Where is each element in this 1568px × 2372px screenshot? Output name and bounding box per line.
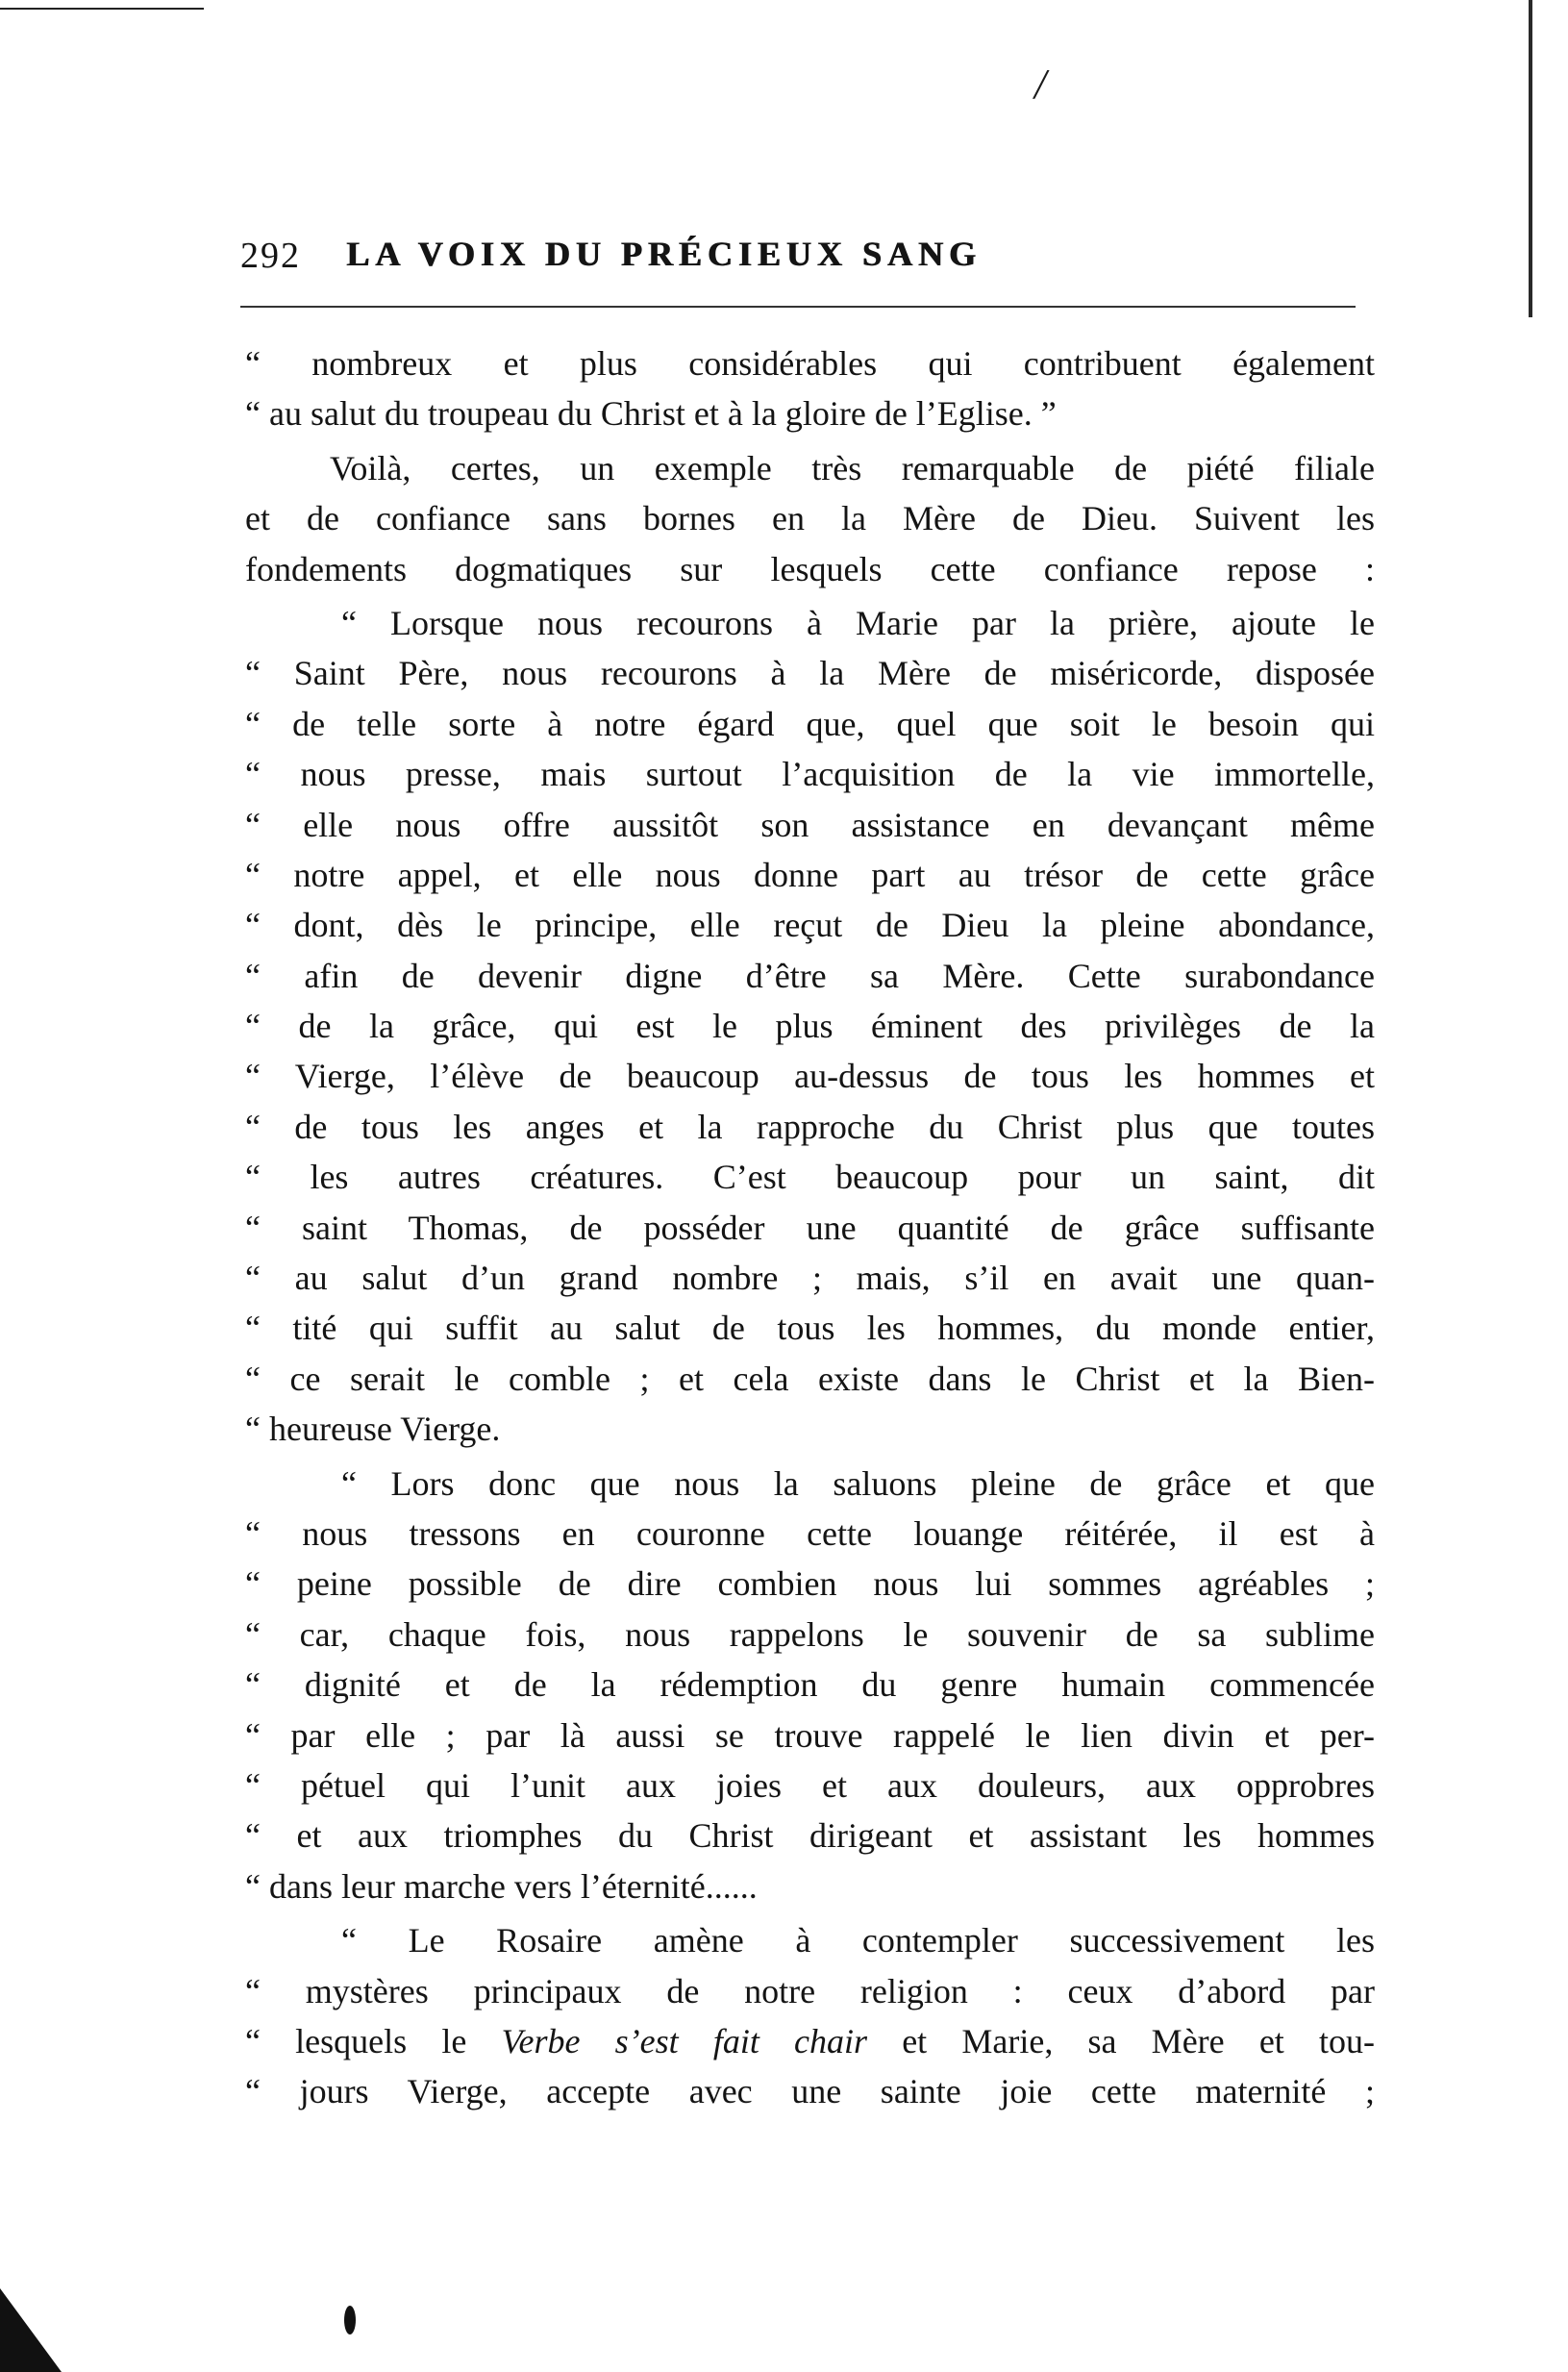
text-line: “ nous presse, mais surtout l’acquisition de la vie immortelle, — [245, 755, 1375, 794]
text-line: “ elle nous offre aussitôt son assistance en devançant même — [245, 805, 1375, 844]
text-line: “ Saint Père, nous recourons à la Mère de miséricorde, disposée — [245, 654, 1375, 693]
text-line: “ et aux triomphes du Christ dirigeant et assistant les hommes — [245, 1816, 1375, 1856]
text-line: “ tité qui suffit au salut de tous les hommes, du monde entier, — [245, 1309, 1375, 1348]
text-line: “ de tous les anges et la rapproche du Christ plus que toutes — [245, 1107, 1375, 1146]
text-line: Voilà, certes, un exemple très remarquable de piété filiale — [330, 448, 1375, 487]
running-head: LA VOIX DU PRÉCIEUX SANG — [346, 235, 982, 273]
text-line: “ de telle sorte à notre égard que, quel que soit le besoin qui — [245, 704, 1375, 743]
text-line: “ car, chaque fois, nous rappelons le souvenir de sa sublime — [245, 1614, 1375, 1654]
text-line: “ ce serait le comble ; et cela existe dans le Christ et la Bien- — [245, 1359, 1375, 1398]
text-line: “ mystères principaux de notre religion : ceux d’abord par — [245, 1971, 1375, 2010]
page-edge-shadow — [1529, 0, 1532, 317]
top-edge-rule — [0, 8, 204, 10]
ink-spot — [344, 2306, 356, 2335]
text-line: “ nombreux et plus considérables qui contribuent également — [245, 344, 1375, 383]
text-line: “ par elle ; par là aussi se trouve rappelé le lien divin et per- — [245, 1715, 1375, 1755]
italic-phrase: Verbe s’est fait chair — [501, 2021, 868, 2060]
text-line: “ Vierge, l’élève de beaucoup au-dessus de tous les hommes et — [245, 1057, 1375, 1096]
text-line: “ peine possible de dire combien nous lui sommes agréables ; — [245, 1564, 1375, 1604]
text-line: “ au salut du troupeau du Christ et à la gloire de l’Eglise. ” — [245, 394, 1057, 434]
text-line: “ heureuse Vierge. — [245, 1410, 501, 1449]
text-line: et de confiance sans bornes en la Mère de Dieu. Suivent les — [245, 499, 1375, 538]
text-line: “ lesquels le Verbe s’est fait chair et Marie, sa Mère et tou- — [245, 2021, 1375, 2060]
header-rule — [240, 306, 1356, 308]
text-line: “ les autres créatures. C’est beaucoup pour un saint, dit — [245, 1158, 1375, 1197]
text-line: “ saint Thomas, de posséder une quantité de grâce suffisante — [245, 1208, 1375, 1247]
text-line: fondements dogmatiques sur lesquels cette confiance repose : — [245, 549, 1375, 588]
text-line: “ dans leur marche vers l’éternité...... — [245, 1866, 758, 1906]
text-line: “ afin de devenir digne d’être sa Mère. Cette surabondance — [245, 956, 1375, 995]
text-line: “ notre appel, et elle nous donne part au trésor de cette grâce — [245, 855, 1375, 894]
pencil-mark: / — [1034, 61, 1047, 108]
page-corner-shadow — [0, 2288, 62, 2372]
page-number: 292 — [240, 236, 301, 276]
text-line: “ au salut d’un grand nombre ; mais, s’il en avait une quan- — [245, 1259, 1375, 1298]
text-line: “ Lors donc que nous la saluons pleine de grâce et que — [341, 1463, 1375, 1503]
text-line: “ Le Rosaire amène à contempler successivement les — [341, 1921, 1375, 1960]
text-line: “ de la grâce, qui est le plus éminent des privilèges de la — [245, 1007, 1375, 1046]
text-line: “ dont, dès le principe, elle reçut de Dieu la pleine abondance, — [245, 906, 1375, 945]
text-line: “ pétuel qui l’unit aux joies et aux douleurs, aux opprobres — [245, 1765, 1375, 1805]
text-line: “ Lorsque nous recourons à Marie par la prière, ajoute le — [341, 603, 1375, 642]
body-text — [245, 338, 1375, 2117]
text-line: “ jours Vierge, accepte avec une sainte joie cette maternité ; — [245, 2072, 1375, 2111]
text-line: “ dignité et de la rédemption du genre humain commencée — [245, 1665, 1375, 1705]
text-line: “ nous tressons en couronne cette louange réitérée, il est à — [245, 1513, 1375, 1553]
